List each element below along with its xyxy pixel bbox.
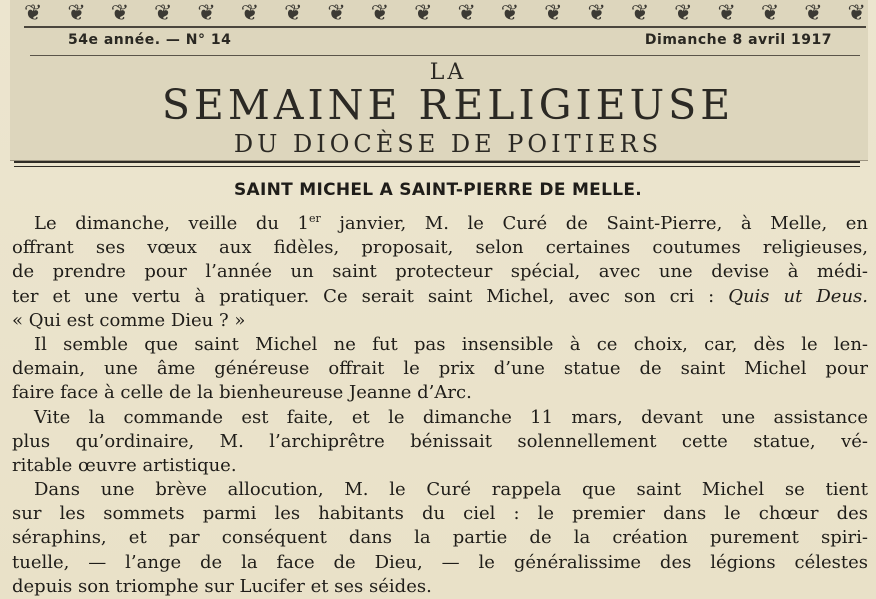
text-line: faire face à celle de la bienheureuse Jeanne d’Arc.: [12, 382, 472, 404]
fleuron-icon: ❦: [544, 2, 563, 26]
latin-motto: Quis ut Deus.: [728, 285, 868, 307]
text-line: [12, 212, 868, 236]
fleuron-icon: ❦: [630, 2, 650, 26]
masthead-rule: [30, 55, 860, 56]
text-line: [12, 285, 868, 309]
issue-date: Dimanche 8 avril 1917: [644, 32, 832, 48]
fleuron-icon: ❦: [110, 2, 130, 26]
text-line: Vite la commande est faite, et le dimanche 11 mars, devant une assistance: [34, 406, 868, 428]
fleuron-icon: ❦: [587, 2, 606, 26]
masthead-double-rule: [14, 161, 860, 167]
fleuron-icon: ❦: [327, 2, 346, 26]
publication-subtitle: DU DIOCÈSE DE POITIERS: [233, 130, 663, 158]
issue-number: 54e année. — N° 14: [68, 32, 232, 48]
fleuron-icon: ❦: [24, 2, 43, 26]
issue-line: [30, 30, 860, 52]
fleuron-icon: ❦: [717, 2, 736, 26]
text-line: offrant ses vœux aux fidèles, proposait, selon certaines coutumes religieuses,: [12, 237, 868, 259]
article-title: SAINT MICHEL A SAINT-PIERRE DE MELLE.: [233, 180, 643, 200]
fleuron-icon: ❦: [760, 2, 780, 26]
text-fragment: janvier, M. le Curé de Saint-Pierre, à Melle, en: [320, 213, 868, 234]
fleuron-icon: ❦: [500, 2, 520, 26]
fleuron-icon: ❦: [414, 2, 433, 26]
title-article: LA: [429, 60, 467, 85]
publication-title: SEMAINE RELIGIEUSE: [161, 81, 735, 129]
text-line: depuis son triomphe sur Lucifer et ses séides.: [12, 575, 432, 597]
masthead: [10, 0, 868, 161]
fleuron-icon: ❦: [674, 2, 693, 26]
text-line: plus qu’ordinaire, M. l’archiprêtre bénissait solennellement cette statue, vé-: [12, 430, 868, 452]
fleuron-icon: ❦: [284, 2, 303, 26]
fleuron-icon: ❦: [154, 2, 173, 26]
text-line: tuelle, — l’ange de la face de Dieu, — le généralissime des légions célestes: [12, 551, 868, 573]
text-line: Il semble que saint Michel ne fut pas insensible à ce choix, car, dès le len-: [34, 333, 868, 355]
text-line: sur les sommets parmi les habitants du ciel : le premier dans le chœur des: [12, 503, 868, 525]
fleuron-icon: ❦: [67, 2, 86, 26]
text-line: séraphins, et par conséquent dans la partie de la création purement spiri-: [12, 527, 868, 549]
fleuron-icon: ❦: [804, 2, 823, 26]
text-line: demain, une âme généreuse offrait le prix d’une statue de saint Michel pour: [12, 358, 868, 380]
superscript: er: [308, 212, 321, 225]
text-line: Dans une brève allocution, M. le Curé rappela que saint Michel se tient: [34, 479, 868, 501]
fleuron-icon: ❦: [457, 2, 476, 26]
text-fragment: Le dimanche, veille du 1: [34, 213, 309, 234]
fleuron-icon: ❦: [240, 2, 260, 26]
fleuron-icon: ❦: [370, 2, 390, 26]
article-body: [12, 212, 868, 599]
text-line: « Qui est comme Dieu ? »: [12, 309, 246, 331]
fleuron-icon: ❦: [847, 2, 866, 26]
ornament-border: [24, 2, 866, 28]
text-line: de prendre pour l’année un saint protecteur spécial, avec une devise à médi-: [12, 261, 868, 283]
fleuron-icon: ❦: [197, 2, 216, 26]
text-line: ritable œuvre artistique.: [12, 454, 237, 476]
text-fragment: ter et une vertu à pratiquer. Ce serait saint Michel, avec son cri :: [12, 285, 729, 307]
